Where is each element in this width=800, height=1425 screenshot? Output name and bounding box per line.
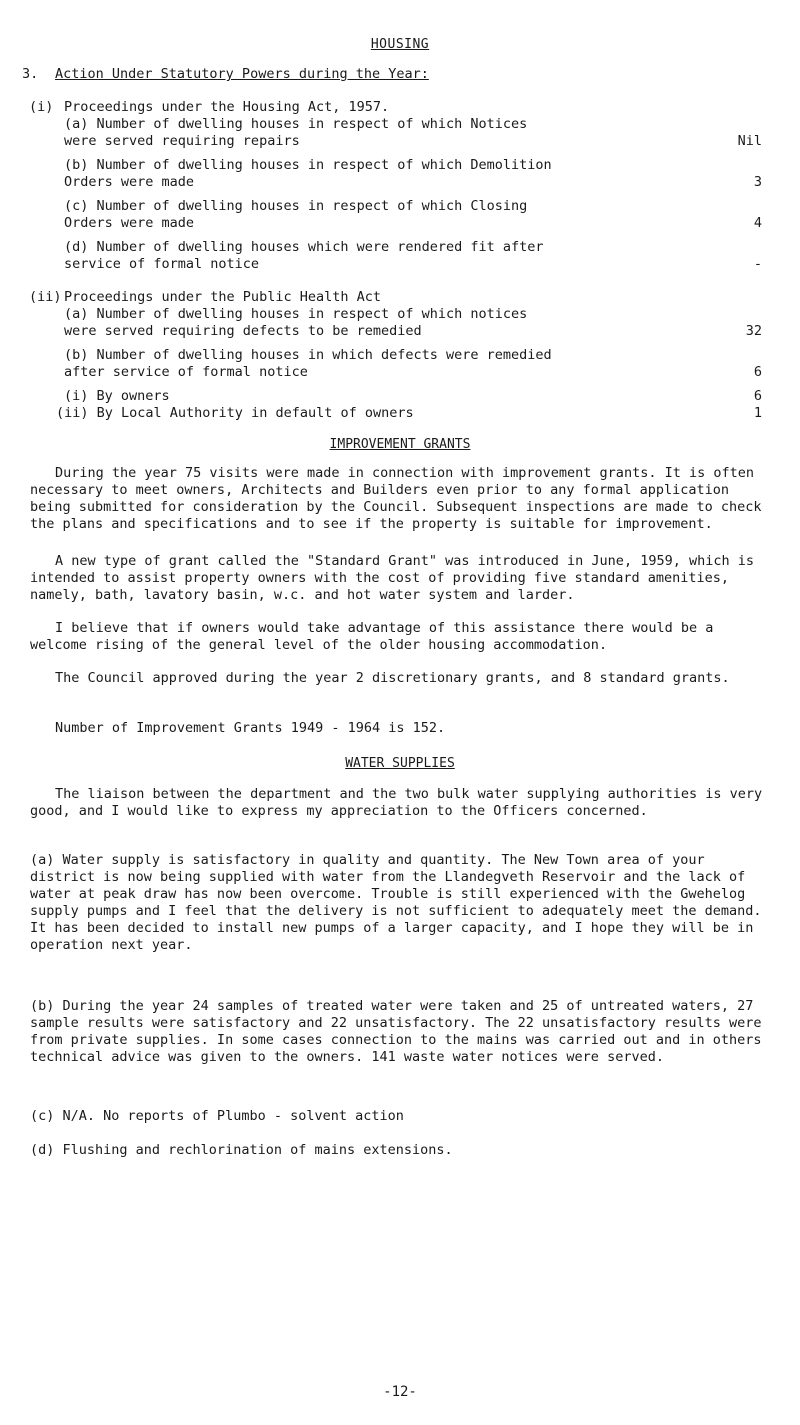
part-ii-sub-ii: (ii) By Local Authority in default of owners [56,405,414,421]
improvement-paragraph-4: The Council approved during the year 2 discretionary grants, and 8 standard grants. [55,670,730,686]
improvement-paragraph-5: Number of Improvement Grants 1949 - 1964 is 152. [55,720,446,736]
part-ii-sub-i: (i) By owners [64,388,170,404]
water-supplies-heading: WATER SUPPLIES [345,756,455,771]
water-paragraph-intro: The liaison between the department and the two bulk water supplying authorities is very good, and I would like to express my appreciation to the Officers concerned. [30,786,763,819]
part-i-a-line2: were served requiring repairs [64,133,300,149]
part-i-b-line1: (b) Number of dwelling houses in respect of which Demolition [64,157,552,173]
water-paragraph-b: (b) During the year 24 samples of treated water were taken and 25 of untreated waters, 27 sample results were satisfactory and 22 unsatisfactory. The 22 unsatisfactory results were from private supplies. In some cases connection to the mains was carried out and in others technical advice was given to the owners. 141 waste water notices were served. [30,998,762,1065]
water-paragraph-c: (c) N/A. No reports of Plumbo - solvent action [30,1108,404,1124]
part-ii-sub-i-value: 6 [753,388,762,404]
part-ii-label: (ii) [29,289,62,305]
part-i-d-line1: (d) Number of dwelling houses which were rendered fit after [64,239,544,255]
part-i-label: (i) [29,99,54,115]
page-number: -12- [383,1384,417,1400]
improvement-paragraph-2: A new type of grant called the "Standard Grant" was introduced in June, 1959, which is intended to assist property owners with the cost of providing five standard amenities, namely, bath, lavatory basin, w.c. and hot water system and larder. [30,553,754,603]
water-paragraph-d: (d) Flushing and rechlorination of mains extensions. [30,1142,453,1158]
part-i-b-line2: Orders were made [64,174,195,190]
section-number: 3. [22,66,39,82]
part-ii-b-value: 6 [753,364,762,380]
part-ii-heading: Proceedings under the Public Health Act [64,289,381,305]
part-i-b-value: 3 [753,174,762,190]
section-title: Action Under Statutory Powers during the Year: [55,66,429,82]
part-ii-b-line2: after service of formal notice [64,364,308,380]
part-ii-a-value: 32 [745,323,762,339]
part-i-c-value: 4 [753,215,762,231]
part-i-c-line1: (c) Number of dwelling houses in respect of which Closing [64,198,528,214]
part-i-heading: Proceedings under the Housing Act, 1957. [64,99,390,115]
part-i-d-line2: service of formal notice [64,256,260,272]
part-ii-a-line1: (a) Number of dwelling houses in respect of which notices [64,306,528,322]
part-i-c-line2: Orders were made [64,215,195,231]
part-ii-b-line1: (b) Number of dwelling houses in which defects were remedied [64,347,552,363]
improvement-paragraph-3: I believe that if owners would take advantage of this assistance there would be a welcome rising of the general level of the older housing accommodation. [30,620,714,653]
improvement-grants-heading: IMPROVEMENT GRANTS [329,437,471,452]
page-title: HOUSING [370,37,430,52]
improvement-paragraph-1: During the year 75 visits were made in connection with improvement grants. It is often necessary to meet owners, Architects and Builders even prior to any formal application being submitted for consideration by the Council. Subsequent inspections are made to check the plans and specifications and to see if the property is suitable for improvement. [30,465,762,532]
part-i-a-value: Nil [737,133,762,149]
part-i-a-line1: (a) Number of dwelling houses in respect of which Notices [64,116,528,132]
part-ii-sub-ii-value: 1 [753,405,762,421]
part-ii-a-line2: were served requiring defects to be remedied [64,323,422,339]
part-i-d-value: - [753,256,762,272]
water-paragraph-a: (a) Water supply is satisfactory in quality and quantity. The New Town area of your district is now being supplied with water from the Llandegveth Reservoir and the lack of water at peak draw has now been overcome. Trouble is still experienced with the Gwehelog supply pumps and I feel that the delivery is not sufficient to adequately meet the demand. It has been decided to install new pumps of a larger capacity, and I hope they will be in operation next year. [30,852,762,953]
